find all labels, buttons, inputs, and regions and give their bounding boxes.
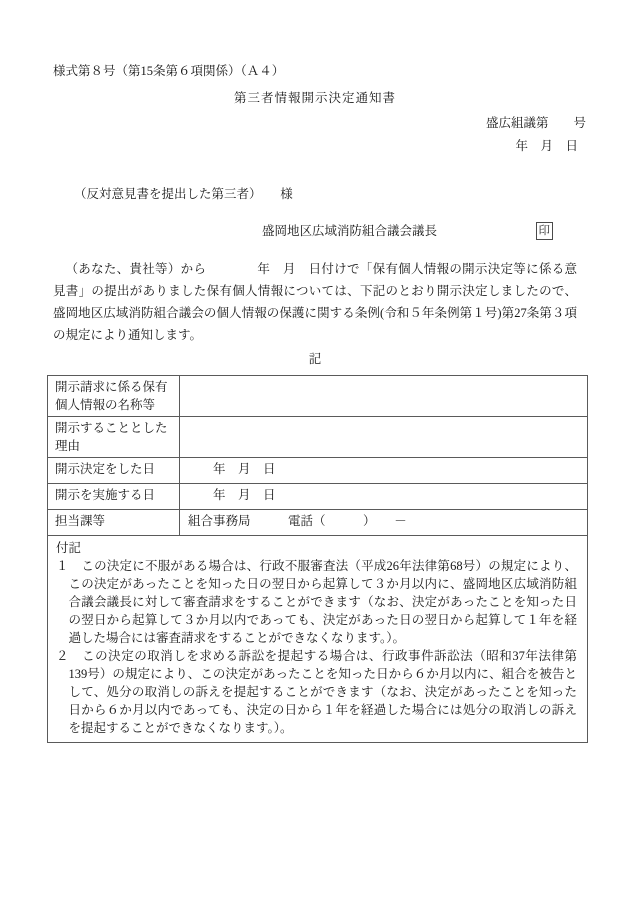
row-label: 開示を実施する日	[48, 484, 180, 510]
row-value	[180, 376, 588, 417]
row-value: 組合事務局 電話（ ） －	[180, 510, 588, 536]
notes-cell	[48, 536, 588, 743]
row-value: 年 月 日	[180, 458, 588, 484]
form-number: 様式第８号（第15条第６項関係）（Ａ４）	[53, 64, 285, 78]
row-value	[180, 417, 588, 458]
table-row-contact	[48, 510, 588, 536]
record-heading: 記	[308, 352, 322, 366]
sender-title: 盛岡地区広域消防組合議会議長	[262, 224, 438, 238]
decision-table	[47, 375, 588, 743]
row-label: 開示請求に係る保有個人情報の名称等	[48, 376, 180, 417]
date-line: 年 月 日	[515, 139, 578, 153]
table-row-disclosure-reason	[48, 417, 588, 458]
sender-row	[262, 222, 553, 240]
table-row-decision-date	[48, 458, 588, 484]
table-row-implementation-date	[48, 484, 588, 510]
row-value: 年 月 日	[180, 484, 588, 510]
row-label: 担当課等	[48, 510, 180, 536]
seal-stamp-box: 印	[536, 222, 554, 240]
row-label: 開示決定をした日	[48, 458, 180, 484]
table-row-information-name	[48, 376, 588, 417]
note-item-appeal: １ この決定に不服がある場合は、行政不服審査法（平成26年法律第68号）の規定により、この決定があったことを知った日の翌日から起算して３か月以内に、盛岡地区広域消防組合議会議長に対して審査請求をすることができます（なお、決定があったことを知った日の翌日から起算して３か月以内であっても、決定があった日の翌日から起算して１年を経過した場合には審査請求をすることができなくなります。）。	[56, 559, 577, 645]
table-row-notes	[48, 536, 588, 743]
note-item-lawsuit: ２ この決定の取消しを求める訴訟を提起する場合は、行政事件訴訟法（昭和37年法律第 139号）の規定により、この決定があったことを知った日から６か月以内に、組合を被告として、処分の取消しの訴えを提起することができます（なお、決定があったことを知った日から６か月以内であっても、決定の日から１年を経過した場合には処分の取消しの訴えを提起することができなくなります。）。	[56, 649, 577, 735]
notes-heading: 付記	[56, 541, 82, 555]
body-paragraph: （あなた、貴社等）から 年 月 日付けで「保有個人情報の開示決定等に係る意見書」の提出がありました保有個人情報については、下記のとおり開示決定しましたので、盛岡地区広域消防組合議会の個人情報の保護に関する条例(令和５年条例第１号)第27条第３項の規定により通知します。	[53, 262, 577, 342]
addressee-line: （反対意見書を提出した第三者） 様	[74, 187, 293, 201]
row-label: 開示することとした理由	[48, 417, 180, 458]
page-title: 第三者情報開示決定通知書	[233, 91, 396, 105]
document-number: 盛広組議第 号	[485, 116, 586, 130]
